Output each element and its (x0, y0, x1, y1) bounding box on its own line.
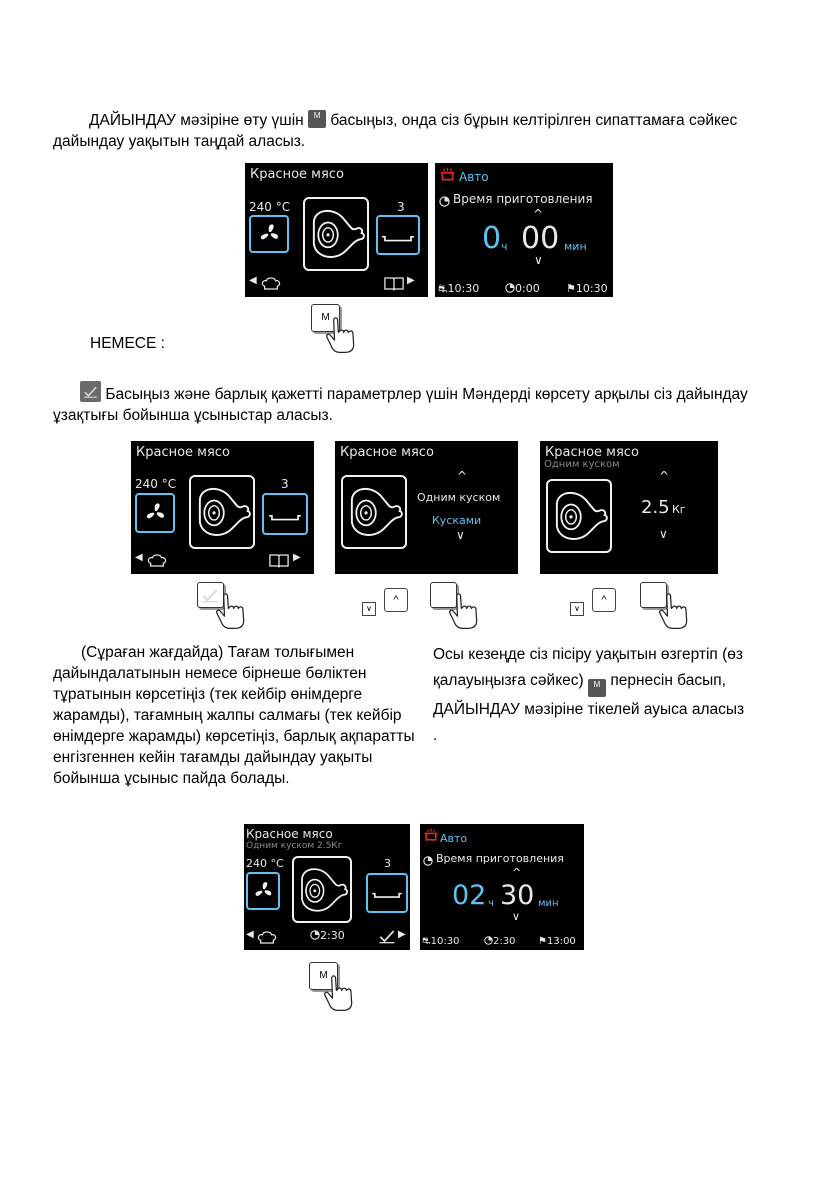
hand-press-icon (323, 314, 369, 354)
screen-title: Красное мясо (545, 445, 639, 460)
auto-label: Авто (440, 832, 468, 845)
option-one-piece: Одним куском (417, 491, 501, 504)
duration-clock-icon (484, 936, 493, 945)
tray-icon (266, 499, 304, 527)
chef-hat-icon (261, 276, 281, 291)
screen-title: Красное мясо (136, 445, 230, 460)
clock-icon (439, 196, 450, 207)
pot-icon (439, 166, 456, 183)
down-key-icon: ∨ (362, 602, 376, 616)
up-chevron-icon: ^ (533, 207, 544, 221)
start-time: 10:30 (447, 282, 480, 295)
hand-press-icon (446, 590, 492, 630)
duration-clock-icon (505, 283, 515, 293)
chef-hat-icon (147, 553, 167, 568)
left-arrow-icon: ◀ (249, 275, 257, 286)
screen-cook-time-1 (435, 163, 613, 297)
hours-unit: ч (501, 240, 508, 253)
meat-icon (343, 479, 405, 545)
down-chevron-icon: ∨ (456, 528, 465, 542)
up-chevron-icon: ^ (457, 469, 468, 483)
right-arrow-icon: ▶ (407, 275, 415, 286)
right-arrow-icon: ▶ (398, 929, 406, 940)
m-key-icon: M (588, 679, 606, 697)
minutes-unit: мин (564, 240, 587, 253)
check-icon (377, 926, 397, 946)
chef-hat-icon (257, 930, 277, 945)
weight-value: 2.5 (641, 497, 670, 518)
minutes-value: 30 (500, 880, 535, 911)
flag-icon: ⚑ (538, 936, 547, 947)
clock-icon (423, 856, 433, 866)
duration-time: 0:00 (515, 282, 540, 295)
start-icon: ⛐ (422, 936, 431, 947)
option-pieces: Кусками (432, 514, 482, 527)
level-label: 3 (281, 477, 289, 491)
screen-portion-select (335, 441, 518, 574)
up-chevron-icon: ^ (659, 469, 670, 483)
fan-icon (257, 221, 282, 246)
auto-label: Авто (459, 170, 489, 184)
book-icon (269, 553, 289, 568)
hours-value: 0 (482, 221, 502, 256)
down-chevron-icon: ∨ (534, 253, 543, 267)
hand-press-icon (213, 590, 259, 630)
meat-icon (305, 201, 367, 267)
temperature-label: 240 °C (249, 200, 291, 214)
cook-time-label: Время приготовления (453, 192, 593, 206)
intro-text-end: басыңыз, онда сіз бұрын келтірілген сипаттамаға сәйкес дайындау уақытын таңдай аласыз. (53, 112, 738, 150)
m-button-icon: M (309, 962, 338, 990)
m-button-press (311, 304, 366, 352)
info-paragraph-left (53, 642, 418, 789)
weight-unit: Кг (672, 503, 686, 516)
fan-icon (252, 879, 275, 902)
tray-icon (369, 878, 405, 904)
confirm-text: Басыңыз және барлық қажетті параметрлер үшін Мәндерді көрсету арқылы сіз дайындау ұзақтығы бойынша ұсыныстар аласыз. (53, 386, 748, 424)
cook-time-label: Время приготовления (436, 852, 564, 865)
temperature-label: 240 °C (246, 857, 284, 870)
confirm-paragraph (53, 381, 793, 426)
hand-press-icon (656, 590, 702, 630)
fan-icon (143, 500, 168, 525)
up-chevron-icon: ^ (512, 866, 522, 879)
up-key-icon: ^ (592, 588, 616, 612)
screen-cook-time-2 (420, 824, 584, 950)
end-status (566, 282, 608, 295)
end-time: 10:30 (575, 282, 608, 295)
m-key-icon: M (308, 110, 326, 128)
down-key-icon: ∨ (570, 602, 584, 616)
screen-subtitle: Одним куском (544, 459, 620, 470)
pot-icon (423, 827, 439, 843)
level-label: 3 (384, 857, 391, 870)
hours-value: 02 (452, 880, 487, 911)
duration-status (484, 936, 515, 947)
start-status (422, 936, 459, 949)
intro-text-start: ДАЙЫНДАУ мәзіріне өту үшін (89, 112, 304, 129)
screen-meat-menu-3 (244, 824, 410, 950)
duration-time: 2:30 (493, 936, 516, 947)
info-text-right-end: пернесін басып, ДАЙЫНДАУ мәзіріне тікелей ауыса аласыз (433, 672, 745, 718)
meat-icon (294, 860, 350, 920)
duration-status (505, 282, 540, 295)
screen-title: Красное мясо (340, 445, 434, 460)
left-arrow-icon: ◀ (246, 929, 254, 940)
end-status (538, 936, 576, 947)
or-label: НЕМЕСЕ : (90, 335, 165, 352)
intro-paragraph (53, 110, 793, 152)
m-button-press-2 (309, 962, 367, 1010)
flag-icon: ⚑ (566, 282, 576, 295)
info-paragraph-right (433, 642, 803, 749)
down-chevron-icon: ∨ (512, 910, 521, 923)
start-time: 10:30 (430, 936, 460, 947)
right-arrow-icon: ▶ (293, 552, 301, 563)
m-button-icon: M (311, 304, 340, 332)
duration-clock-icon (310, 930, 320, 940)
level-label: 3 (397, 200, 405, 214)
minutes-value: 00 (521, 221, 560, 256)
duration-status (310, 929, 345, 942)
screen-title: Красное мясо (250, 167, 344, 182)
minutes-unit: мин (538, 898, 559, 909)
arrows-confirm-press-1 (362, 578, 497, 628)
screen-weight-select (540, 441, 718, 574)
down-chevron-icon: ∨ (659, 527, 668, 541)
status-bar (438, 282, 479, 297)
info-text-left: (Сұраған жағдайда) Тағам толығымен дайындалатынын немесе бірнеше бөліктен тұратынын көрсетіңіз (тек кейбір өнімдерге жарамды), тағамның жалпы салмағы (тек кейбір өнімдерге жарамды) көрсетіңіз, барлық ақпаратты енгізгеннен кейін тағамды дайындау уақыты бойынша ұсыныс пайда болады. (53, 644, 415, 787)
screen-meat-menu-1 (245, 163, 428, 297)
end-time: 13:00 (546, 936, 576, 947)
meat-icon (191, 479, 253, 545)
hand-press-icon (321, 972, 367, 1012)
tray-icon (379, 220, 417, 248)
up-key-icon: ^ (384, 588, 408, 612)
confirm-press-1 (197, 578, 257, 628)
screen-subtitle: Одним куском 2.5Кг (246, 841, 343, 851)
book-icon (384, 276, 404, 291)
duration-time: 2:30 (320, 929, 345, 942)
arrows-confirm-press-2 (570, 578, 705, 628)
hours-unit: ч (488, 898, 494, 909)
screen-meat-menu-2 (131, 441, 314, 574)
confirm-key-icon (80, 381, 101, 402)
start-icon: ⛐ (438, 282, 448, 295)
info-text-right-start: Осы кезеңде сіз пісіру уақытын өзгертіп (өз қалауыңызға сәйкес) (433, 646, 744, 689)
info-text-right-dot: . (433, 727, 438, 744)
left-arrow-icon: ◀ (135, 552, 143, 563)
screen-title: Красное мясо (246, 827, 333, 841)
meat-icon (548, 483, 610, 549)
temperature-label: 240 °C (135, 477, 177, 491)
